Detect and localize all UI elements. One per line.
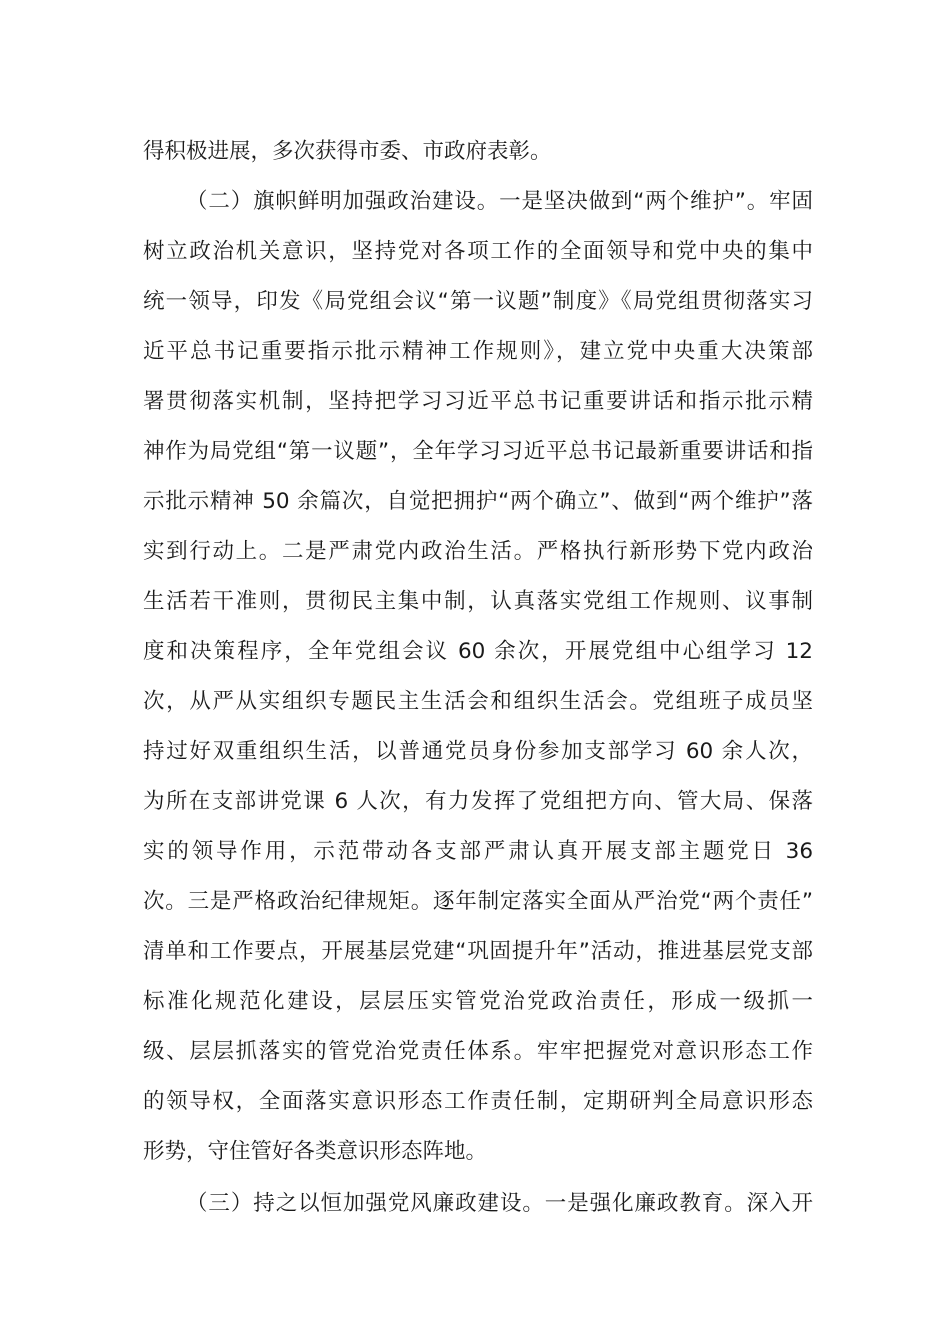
section-heading-line: （三）持之以恒加强党风廉政建设。一是强化廉政教育。深入开 <box>186 1191 813 1216</box>
text-line: 得积极进展，多次获得市委、市政府表彰。 <box>143 139 552 164</box>
text-line: 生活若干准则，贯彻民主集中制，认真落实党组工作规则、议事制 <box>143 589 813 614</box>
text-line: 署贯彻落实机制，坚持把学习习近平总书记重要讲话和指示批示精 <box>143 389 813 414</box>
text-line: 实的领导作用，示范带动各支部严肃认真开展支部主题党日 36 <box>143 839 813 864</box>
text-line: 次。三是严格政治纪律规矩。逐年制定落实全面从严治党“两个责任” <box>143 889 813 914</box>
text-line: 神作为局党组“第一议题”，全年学习习近平总书记最新重要讲话和指 <box>143 439 813 464</box>
text-line: 实到行动上。二是严肃党内政治生活。严格执行新形势下党内政治 <box>143 539 813 564</box>
text-line: 形势，守住管好各类意识形态阵地。 <box>143 1139 488 1164</box>
text-line: 清单和工作要点，开展基层党建“巩固提升年”活动，推进基层党支部 <box>143 939 813 964</box>
text-line: 标准化规范化建设，层层压实管党治党政治责任，形成一级抓一 <box>143 989 813 1014</box>
document-body <box>143 127 813 1229</box>
text-line: 持过好双重组织生活，以普通党员身份参加支部学习 60 余人次， <box>143 739 813 764</box>
text-line: 树立政治机关意识，坚持党对各项工作的全面领导和党中央的集中 <box>143 239 813 264</box>
text-line: 为所在支部讲党课 6 人次，有力发挥了党组把方向、管大局、保落 <box>143 789 813 814</box>
text-line: 的领导权，全面落实意识形态工作责任制，定期研判全局意识形态 <box>143 1089 813 1114</box>
section-heading-line: （二）旗帜鲜明加强政治建设。一是坚决做到“两个维护”。牢固 <box>186 189 813 214</box>
text-line: 次，从严从实组织专题民主生活会和组织生活会。党组班子成员坚 <box>143 689 813 714</box>
text-line: 近平总书记重要指示批示精神工作规则》，建立党中央重大决策部 <box>143 339 813 364</box>
text-line: 度和决策程序，全年党组会议 60 余次，开展党组中心组学习 12 <box>143 639 813 664</box>
text-line: 统一领导，印发《局党组会议“第一议题”制度》《局党组贯彻落实习 <box>143 289 813 314</box>
text-line: 示批示精神 50 余篇次，自觉把拥护“两个确立”、做到“两个维护”落 <box>143 489 813 514</box>
text-line: 级、层层抓落实的管党治党责任体系。牢牢把握党对意识形态工作 <box>143 1039 813 1064</box>
